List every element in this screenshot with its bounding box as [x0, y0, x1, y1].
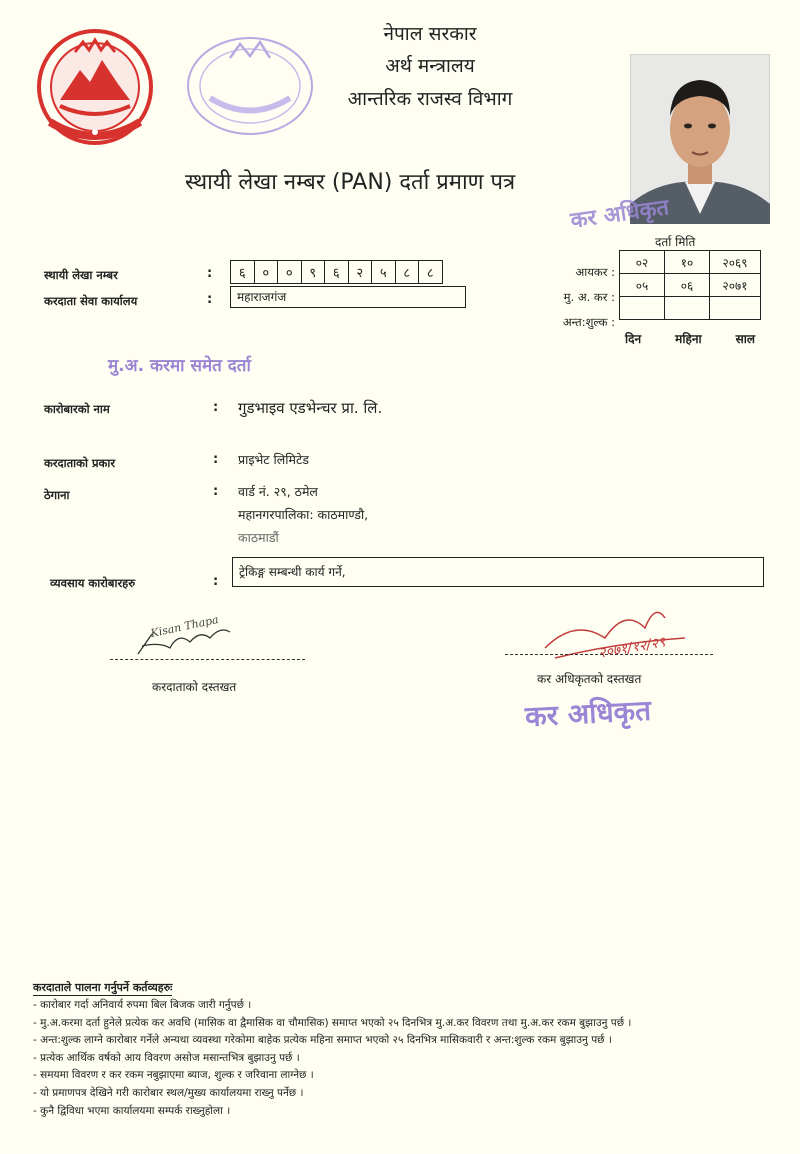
nepal-government-emblem	[30, 22, 160, 152]
year-label: साल	[735, 332, 755, 346]
vat-day: ०५	[620, 274, 665, 297]
duties-list	[33, 997, 793, 1120]
income-tax-day: ०२	[620, 251, 665, 274]
duty-item: - कुनै द्विविधा भएमा कार्यालयमा सम्पर्क राख्नुहोला ।	[33, 1104, 231, 1117]
taxpayer-signature-line	[110, 659, 305, 660]
excise-month	[665, 297, 710, 320]
pan-digit: ८	[395, 261, 419, 284]
pan-digit: ८	[419, 261, 443, 284]
address-line-2: महानगरपालिका: काठमाण्डौ,	[238, 507, 369, 522]
vat-registration-note: मु.अ. करमा समेत दर्ता	[108, 356, 251, 376]
officer-stamp: कर अधिकृत	[524, 693, 652, 734]
taxpayer-signature-label: करदाताको दस्तखत	[152, 680, 237, 694]
taxpayer-type-value: प्राइभेट लिमिटेड	[238, 452, 309, 467]
header-ministry: अर्थ मन्त्रालय	[385, 55, 475, 77]
pan-digit: ६	[231, 261, 255, 284]
business-name-label: कारोबारको नाम	[44, 402, 110, 416]
officer-signature-mark	[535, 598, 695, 678]
duty-item: - कारोबार गर्दा अनिवार्य रुपमा बिल बिजक जारी गर्नुपर्छ ।	[33, 999, 252, 1011]
pan-digits	[230, 260, 443, 284]
pan-label: स्थायी लेखा नम्बर	[44, 268, 118, 282]
pan-colon: :	[207, 266, 213, 281]
vat-label: मु. अ. कर :	[563, 290, 615, 304]
officer-signature-line	[505, 654, 713, 655]
office-value: महाराजगंज	[230, 286, 466, 308]
office-colon: :	[207, 292, 213, 307]
registration-date-heading: दर्ता मिति	[655, 235, 696, 249]
officer-stamp-top: कर अधिकृत	[568, 195, 671, 234]
income-tax-label: आयकर :	[575, 265, 615, 279]
month-label: महिना	[675, 332, 702, 346]
duty-item: - अन्त:शुल्क लाग्ने कारोबार गर्नेले अन्यथा व्यवस्था गरेकोमा बाहेक प्रत्येक महिना समाप्त भएको २५ दिनभित्र मासिकवारी र अन्त:शुल्क रकम बुझाउनु पर्छ ।	[33, 1034, 612, 1047]
registration-date-table	[619, 250, 761, 320]
certificate-title: स्थायी लेखा नम्बर (PAN) दर्ता प्रमाण पत्र	[185, 170, 516, 195]
excise-label: अन्त:शुल्क :	[562, 315, 615, 329]
vat-month: ०६	[665, 274, 710, 297]
taxpayer-type-label: करदाताको प्रकार	[44, 456, 116, 470]
activities-label: व्यवसाय कारोबारहरु	[50, 576, 136, 590]
duty-item: - समयमा विवरण र कर रकम नबुझाएमा ब्याज, शुल्क र जरिवाना लाग्नेछ ।	[33, 1069, 314, 1082]
business-name-colon: :	[213, 400, 219, 415]
income-tax-month: १०	[665, 251, 710, 274]
pan-digit: ९	[301, 261, 325, 284]
duty-item: - प्रत्येक आर्थिक वर्षको आय विवरण असोज मसान्तभित्र बुझाउनु पर्छ ।	[33, 1051, 300, 1064]
pan-digit: २	[348, 261, 372, 284]
address-label: ठेगाना	[44, 488, 70, 502]
vat-year: २०७१	[710, 274, 761, 297]
header-government: नेपाल सरकार	[383, 23, 477, 45]
duties-heading: करदाताले पालना गर्नुपर्ने कर्तव्यहरुः	[33, 981, 173, 994]
pan-digit: ०	[254, 261, 278, 284]
taxpayer-signature-text: Kisan Thapa	[149, 612, 220, 641]
officer-signature-date: २०७१/१२/२९	[597, 634, 667, 662]
header-department: आन्तरिक राजस्व विभाग	[347, 88, 513, 110]
office-label: करदाता सेवा कार्यालय	[44, 294, 138, 308]
registration-date-labels	[505, 260, 615, 335]
duty-item: - यो प्रमाणपत्र देखिने गरी कारोबार स्थल/मुख्य कार्यालयमा राख्नु पर्नेछ ।	[33, 1086, 304, 1099]
date-column-footer	[625, 330, 755, 347]
activities-value: ट्रेकिङ्ग सम्बन्धी कार्य गर्ने,	[232, 557, 764, 587]
day-label: दिन	[625, 332, 642, 346]
taxpayer-type-colon: :	[213, 452, 219, 467]
excise-year	[710, 297, 761, 320]
officer-signature-label: कर अधिकृतको दस्तखत	[537, 672, 642, 686]
address-colon: :	[213, 484, 219, 499]
activities-colon: :	[213, 574, 219, 589]
excise-day	[620, 297, 665, 320]
pan-digit: ५	[372, 261, 396, 284]
income-tax-year: २०६९	[710, 251, 761, 274]
business-name-value: गुडभाइव एडभेन्चर प्रा. लि.	[238, 399, 383, 417]
pan-digit: ६	[325, 261, 349, 284]
duty-item: - मु.अ.करमा दर्ता हुनेले प्रत्येक कर अवधि (मासिक वा द्वैमासिक वा चौमासिक) समाप्त भएको २५ दिनभित्र मु.अ.कर विवरण तथा मु.अ.कर रकम बुझाउनु पर्छ ।	[33, 1016, 632, 1029]
address-line-1: वार्ड नं. २९, ठमेल	[238, 484, 318, 499]
pan-digit: ०	[278, 261, 302, 284]
address-line-3: काठमाडौं	[238, 530, 279, 545]
